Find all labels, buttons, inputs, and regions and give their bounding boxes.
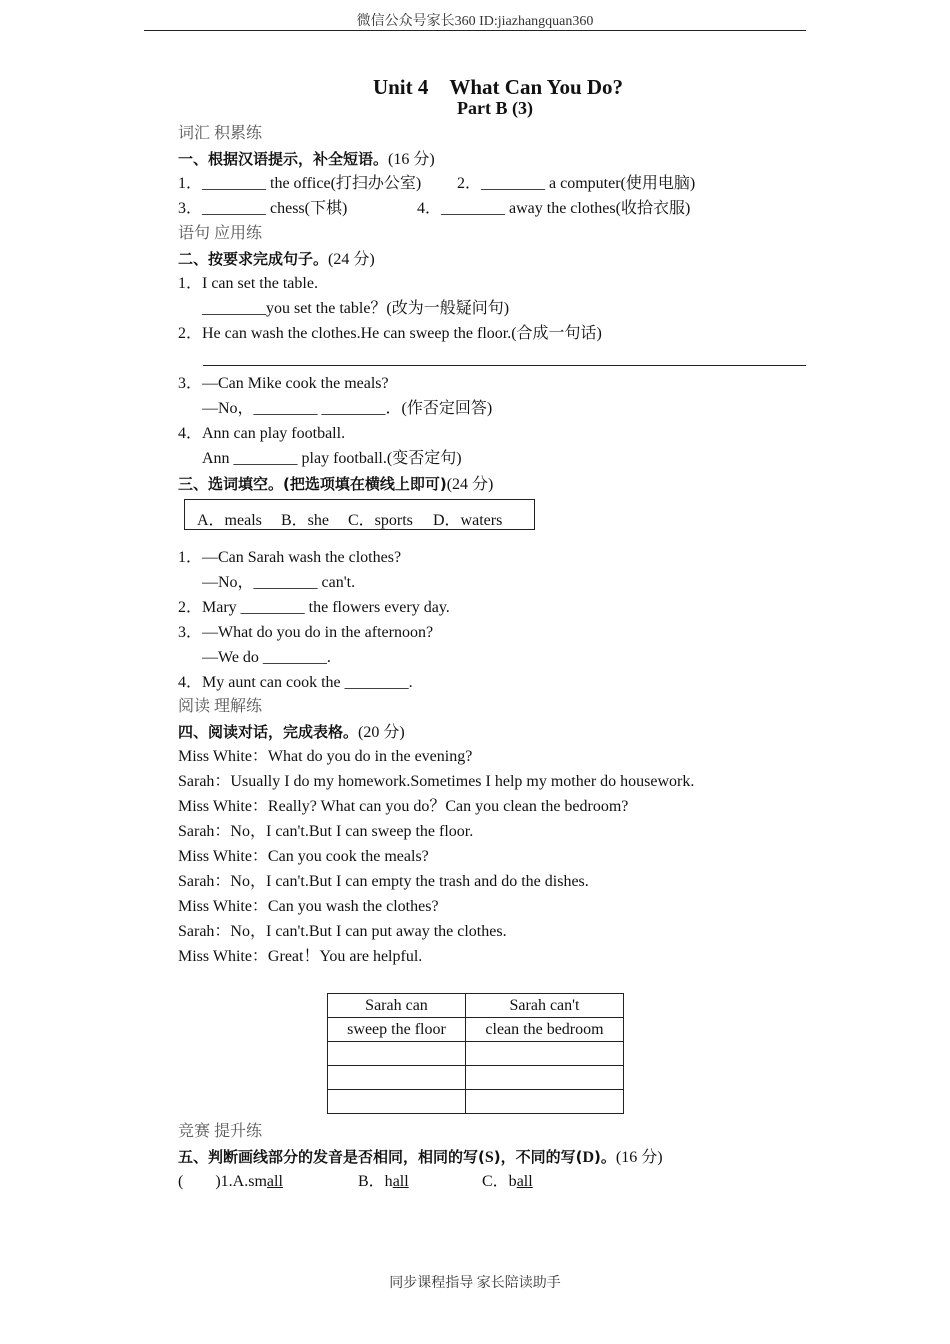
section-label-sentence: 语句 应用练 [178,225,263,242]
table-row [328,1042,624,1066]
dialogue-line: Miss White：Can you cook the meals? [178,848,429,865]
part2-question-4: 4．Ann can play football. [178,425,346,442]
part1-item-3: 3．________ chess(下棋) [178,200,348,217]
answer-line [203,365,806,366]
dialogue-line: Sarah：Usually I do my homework.Sometimes I help my mother do housework. [178,773,695,790]
part3-question-1: 1．—Can Sarah wash the clothes? [178,549,402,566]
dialogue-line: Miss White：What do you do in the evening? [178,748,473,765]
table-cell [466,1066,624,1090]
part2-heading: 二、按要求完成句子。(24 分) [178,250,375,268]
table-row [328,1066,624,1090]
table-cell: clean the bedroom [466,1018,624,1042]
table-cell: sweep the floor [328,1018,466,1042]
table-cell [466,1042,624,1066]
part2-question-3: 3．—Can Mike cook the meals? [178,375,389,392]
part2-task-1: ________you set the table？(改为一般疑问句) [202,300,510,317]
table-header-can: Sarah can [328,994,466,1018]
part2-question-1: 1．I can set the table. [178,275,318,292]
part5-option-b: B．hall [358,1173,409,1190]
option-a: A．meals [197,512,262,529]
part2-task-4: Ann ________ play football.(变否定句) [202,450,462,467]
part3-answer-3: —We do ________. [202,649,331,666]
table-row [328,1018,624,1042]
part3-answer-1: —No，________ can't. [202,574,356,591]
part3-question-2: 2．Mary ________ the flowers every day. [178,599,450,616]
table-header-row [328,994,624,1018]
worksheet-subtitle: Part B (3) [457,98,533,118]
part2-task-3: —No，________ ________．(作否定回答) [202,400,493,417]
dialogue-line: Miss White：Really? What can you do？Can you clean the bedroom? [178,798,629,815]
part3-heading: 三、选词填空。(把选项填在横线上即可)(24 分) [178,475,494,493]
word-bank-box [184,499,535,530]
page-header: 微信公众号家长360 ID:jiazhangquan360 [356,14,594,29]
section-label-vocab: 词汇 积累练 [178,125,263,142]
dialogue-line: Sarah：No，I can't.But I can sweep the floor. [178,823,474,840]
dialogue-line: Miss White：Can you wash the clothes? [178,898,439,915]
option-c: C．sports [348,512,413,529]
part1-heading: 一、根据汉语提示，补全短语。(16 分) [178,150,435,168]
part5-option-c: C．ball [482,1173,533,1190]
table-cell [328,1042,466,1066]
option-b: B．she [281,512,330,529]
section-label-reading: 阅读 理解练 [178,698,263,715]
dialogue-line: Sarah：No，I can't.But I can put away the clothes. [178,923,507,940]
table-cell [466,1090,624,1114]
table-cell [328,1066,466,1090]
part1-item-4: 4．________ away the clothes(收拾衣服) [417,200,691,217]
table-row [328,1090,624,1114]
part3-question-3: 3．—What do you do in the afternoon? [178,624,434,641]
page-footer: 同步课程指导 家长陪读助手 [389,1276,561,1291]
header-divider [144,30,806,31]
dialogue-line: Miss White：Great！You are helpful. [178,948,423,965]
worksheet-title: Unit 4 What Can You Do? [372,75,624,99]
part2-question-2: 2．He can wash the clothes.He can sweep the floor.(合成一句话) [178,325,602,342]
answer-table [327,993,624,1114]
part3-question-4: 4．My aunt can cook the ________. [178,674,413,691]
table-header-cannot: Sarah can't [466,994,624,1018]
option-d: D．waters [433,512,503,529]
part4-heading: 四、阅读对话，完成表格。(20 分) [178,723,405,741]
dialogue-line: Sarah：No，I can't.But I can empty the trash and do the dishes. [178,873,589,890]
part5-heading: 五、判断画线部分的发音是否相同，相同的写(S)，不同的写(D)。(16 分) [178,1148,663,1166]
table-cell [328,1090,466,1114]
part1-item-2: 2．________ a computer(使用电脑) [457,175,696,192]
section-label-contest: 竞赛 提升练 [178,1123,263,1140]
part1-item-1: 1．________ the office(打扫办公室) [178,175,422,192]
part5-question-1: ( )1.A.small [178,1173,283,1190]
